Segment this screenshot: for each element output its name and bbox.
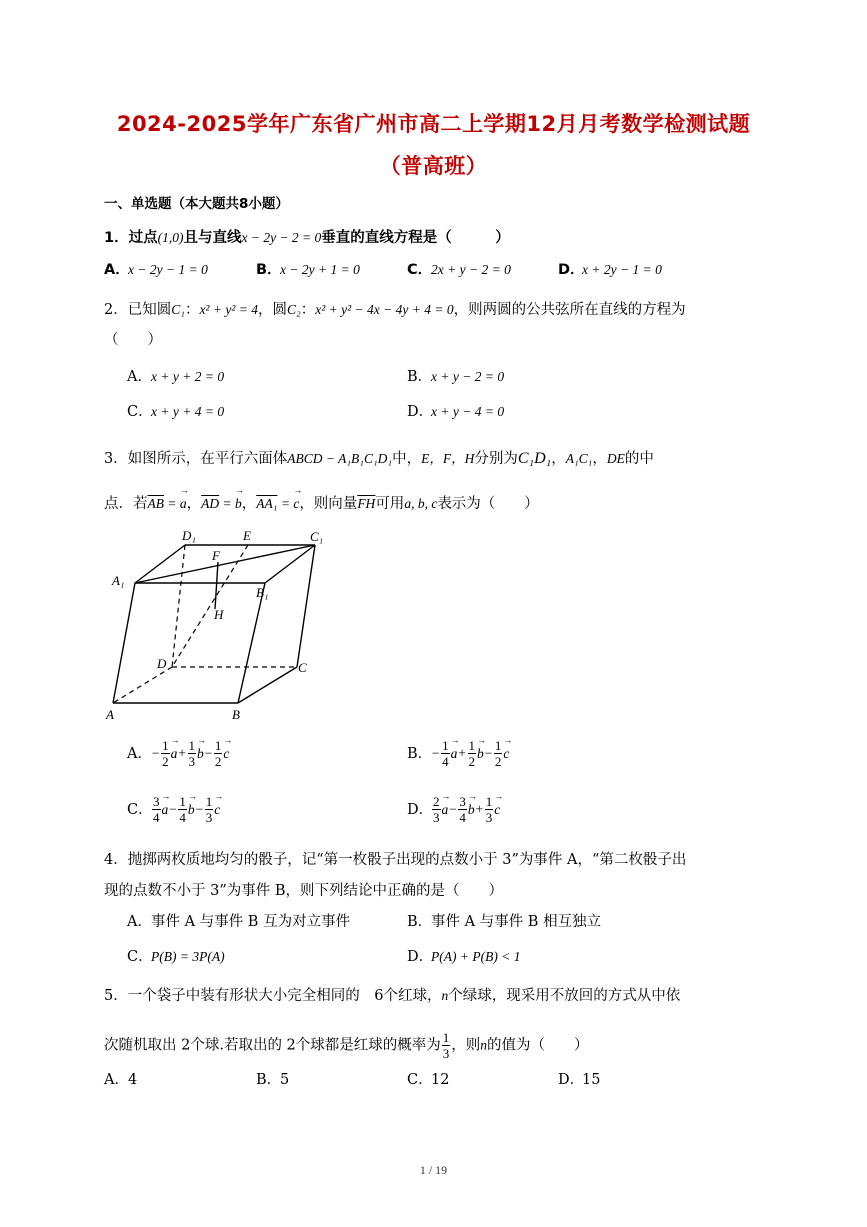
label-B1: B₁ (256, 585, 269, 600)
q3-line2: 点．若$\overline{AB}$ = → a，$\overline{AD}$ = → b，AA₁ = → c，则向量$\overline{FH}$可用a, b, c表示为（ ） (104, 492, 539, 513)
coefficient-fraction: $\frac{3}{4}$ (153, 794, 160, 825)
q2-option-c[interactable]: C．x + y + 4 = 0 (127, 404, 225, 420)
vector-b: → b (468, 802, 475, 818)
question-4: 4．抛掷两枚质地均匀的骰子，记“第一枚骰子出现的点数小于 3”为事件 A，“第二枚骰子出 (104, 852, 687, 868)
label-C1: C₁ (310, 529, 324, 544)
question-3: 3．如图所示，在平行六面体ABCD − A₁B₁C₁D₁中，E，F，H分别为C₁D₁，A₁C₁，DE的中 (104, 450, 654, 467)
label-D1: D₁ (182, 528, 196, 543)
q1-option-a[interactable]: A．x − 2y − 1 = 0 (104, 262, 208, 278)
q1-option-d[interactable]: D．x + 2y − 1 = 0 (558, 262, 662, 278)
q5-option-c[interactable]: C．12 (407, 1072, 450, 1088)
vector-b: → b (477, 746, 484, 762)
coefficient-fraction: $\frac{1}{3}$ (188, 738, 195, 769)
q4-line2: 现的点数不小于 3”为事件 B，则下列结论中正确的是（ ） (104, 883, 504, 899)
q3-option-d[interactable]: D． $\frac{2}{3}$ → a− $\frac{3}{4}$ → b+ $\frac{1}{3}$ → c (407, 794, 500, 825)
q2-option-a[interactable]: A．x + y + 2 = 0 (127, 369, 225, 385)
label-A1: A₁ (112, 573, 125, 588)
q3-option-c[interactable]: C． $\frac{3}{4}$ → a− $\frac{1}{4}$ → b− $\frac{1}{3}$ → c (127, 794, 220, 825)
coefficient-fraction: $\frac{2}{3}$ (433, 794, 440, 825)
q5-option-b[interactable]: B．5 (256, 1072, 290, 1088)
coefficient-fraction: $\frac{1}{2}$ (162, 738, 169, 769)
vector-c: → c (223, 746, 229, 762)
q1-mid: 且与直线 (183, 230, 242, 246)
vector-c: → c (214, 802, 220, 818)
coefficient-fraction: $\frac{1}{2}$ (468, 738, 475, 769)
coefficient-fraction: $\frac{1}{2}$ (494, 738, 502, 769)
q4-option-b[interactable]: B．事件 A 与事件 B 相互独立 (407, 914, 602, 930)
coefficient-fraction: $\frac{1}{3}$ (205, 794, 213, 825)
coefficient-fraction: $\frac{1}{4}$ (442, 738, 449, 769)
q3-option-a[interactable]: A．− $\frac{1}{2}$ → a+ $\frac{1}{3}$ → b− $\frac{1}{2}$ → c (127, 738, 229, 769)
vector-c: → c (494, 802, 500, 818)
section-heading: 一、单选题（本大题共8小题） (104, 196, 289, 212)
q5-fraction: $\frac{1}{3}$ (442, 1030, 450, 1061)
q2-option-d[interactable]: D．x + y − 4 = 0 (407, 404, 505, 420)
vector-a: → a (171, 746, 178, 762)
q1-option-c[interactable]: C．2x + y − 2 = 0 (407, 262, 511, 278)
q5-line2: 次随机取出 2个球.若取出的 2个球都是红球的概率为 $\frac{1}{3}$ ，则n的值为（ ） (104, 1030, 589, 1061)
q2-option-b[interactable]: B．x + y − 2 = 0 (407, 369, 505, 385)
question-5: 5．一个袋子中装有形状大小完全相同的 6个红球，n个绿球，现采用不放回的方式从中依 (104, 988, 681, 1004)
label-H: H (214, 607, 224, 622)
q5-option-a[interactable]: A．4 (104, 1072, 138, 1088)
vector-a: → a (442, 802, 449, 818)
coefficient-fraction: $\frac{3}{4}$ (459, 794, 466, 825)
vector-c: → c (503, 746, 509, 762)
label-F: F (212, 548, 220, 563)
exam-title: 2024-2025学年广东省广州市高二上学期12月月考数学检测试题 (116, 112, 751, 136)
parallelepiped-figure (100, 525, 340, 725)
question-2: 2．已知圆C₁：x² + y² = 4，圆C₂：x² + y² − 4x − 4y + 4 = 0，则两圆的公共弦所在直线的方程为 (104, 302, 686, 318)
q5-option-d[interactable]: D．15 (558, 1072, 601, 1088)
q1-option-b[interactable]: B．x − 2y + 1 = 0 (256, 262, 360, 278)
q4-option-d[interactable]: D．P(A) + P(B) < 1 (407, 949, 521, 965)
q1-prefix: 1．过点 (104, 230, 158, 246)
label-C: C (298, 660, 307, 675)
coefficient-fraction: $\frac{1}{4}$ (179, 794, 186, 825)
page-number: 1 / 19 (419, 1163, 448, 1177)
coefficient-fraction: $\frac{1}{3}$ (485, 794, 493, 825)
q4-option-c[interactable]: C．P(B) = 3P(A) (127, 949, 225, 965)
coefficient-fraction: $\frac{1}{2}$ (214, 738, 222, 769)
q1-line: x − 2y − 2 = 0 (241, 230, 322, 245)
vector-a: → a (451, 746, 458, 762)
q1-suffix: 垂直的直线方程是（ ） (321, 230, 510, 246)
question-1 (104, 226, 510, 247)
q4-option-a[interactable]: A．事件 A 与事件 B 互为对立事件 (127, 914, 351, 930)
vector-a: → a (162, 802, 169, 818)
vector-b: → b (188, 802, 195, 818)
vector-b: → b (197, 746, 204, 762)
label-E: E (243, 528, 251, 543)
label-D: D (157, 656, 167, 671)
q1-point: (1,0) (157, 230, 184, 245)
label-A: A (106, 707, 114, 722)
q2-paren: （ ） (104, 332, 162, 348)
q3-option-b[interactable]: B．− $\frac{1}{4}$ → a+ $\frac{1}{2}$ → b− $\frac{1}{2}$ → c (407, 738, 509, 769)
exam-subtitle: （普高班） (379, 154, 488, 178)
label-B: B (232, 707, 240, 722)
